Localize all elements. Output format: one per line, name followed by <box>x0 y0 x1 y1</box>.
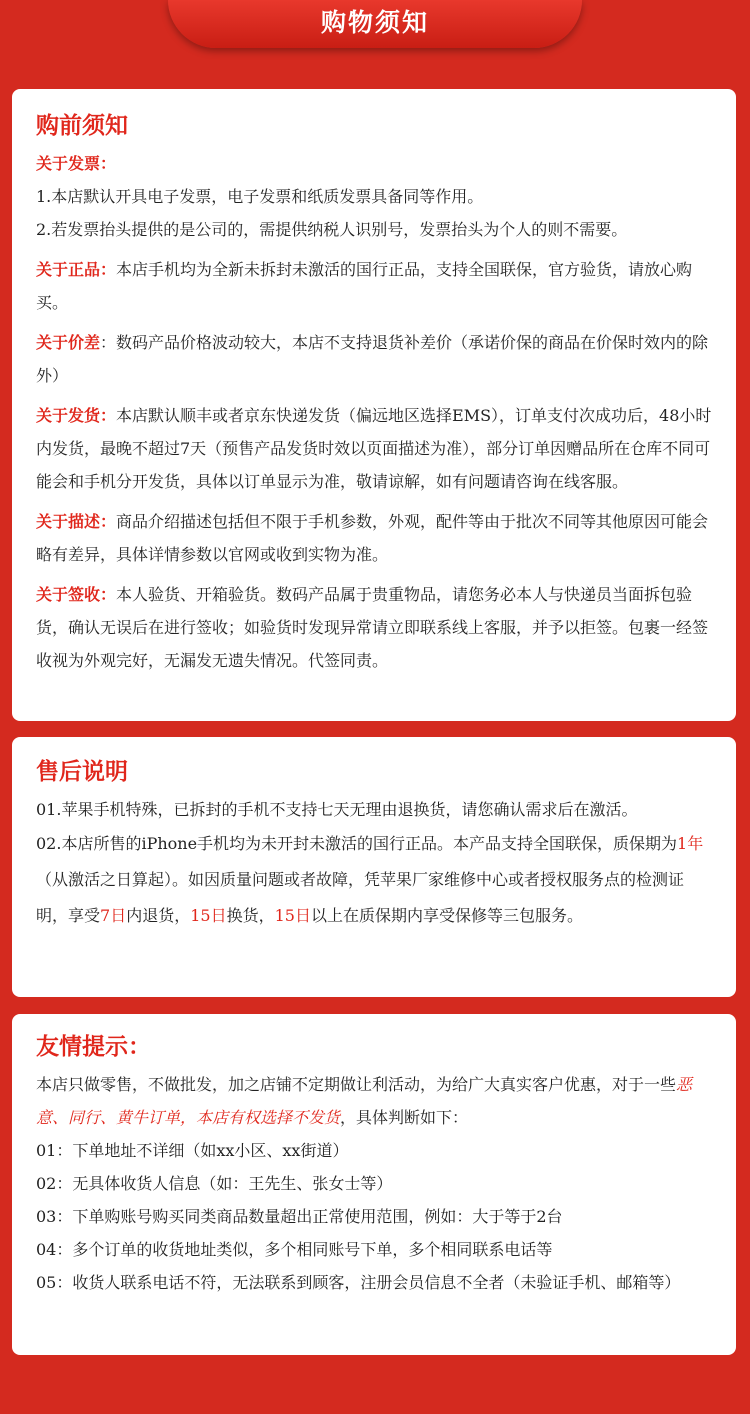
invoice-line-2: 2.若发票抬头提供的是公司的，需提供纳税人识别号，发票抬头为个人的则不需要。 <box>36 220 628 239</box>
invoice-label: 关于发票： <box>36 154 117 173</box>
section-title-after-sales: 售后说明 <box>36 759 128 785</box>
item2-text-g: 换货， <box>226 906 275 925</box>
signing-text: 本人验货、开箱验货。数码产品属于贵重物品，请您务必本人与快递员当面拆包验货，确认无误后在进行签收；如验货时发现异常请立即联系线上客服，并予以拒签。包裹一经签收视为外观完好，无漏发无遗失情况。代签同责。 <box>36 585 709 670</box>
after-sales-item-2 <box>36 826 714 934</box>
tip-item: 05：收货人联系电话不符，无法联系到顾客，注册会员信息不全者（未验证手机、邮箱等） <box>36 1273 681 1292</box>
shipping-label: 关于发货： <box>36 406 117 425</box>
shipping-text: 本店默认顺丰或者京东快递发货（偏远地区选择EMS），订单支付次成功后，48小时内发货，最晚不超过7天（预售产品发货时效以页面描述为准），部分订单因赠品所在仓库不同可能会和手机分开发货，具体以订单显示为准，敬请谅解，如有问题请咨询在线客服。 <box>36 406 712 491</box>
invoice-label-line <box>36 147 714 180</box>
shipping-paragraph <box>36 399 714 498</box>
item2-text-a: 02.本店所售的iPhone手机均为未开封未激活的国行正品。本产品支持全国联保，质保期为 <box>36 834 678 853</box>
genuine-paragraph <box>36 253 714 319</box>
section-title-friendly-tips: 友情提示： <box>36 1034 151 1060</box>
before-purchase-card <box>12 89 736 721</box>
tips-intro-warning: 恶意、同行、黄牛订单，本店有权选择不发货 <box>36 1075 693 1127</box>
item2-text-i: 以上在质保期内享受保修等三包服务。 <box>310 906 583 925</box>
after-sales-card <box>12 737 736 997</box>
exchange-days: 15日 <box>190 906 227 925</box>
tip-item: 03：下单购账号购买同类商品数量超出正常使用范围，例如：大于等于2台 <box>36 1207 563 1226</box>
section-title-before-purchase: 购前须知 <box>36 113 128 139</box>
signing-label: 关于签收： <box>36 585 117 604</box>
description-paragraph <box>36 505 714 571</box>
signing-paragraph <box>36 578 714 677</box>
description-label: 关于描述： <box>36 512 117 531</box>
description-text: 商品介绍描述包括但不限于手机参数，外观，配件等由于批次不同等其他原因可能会略有差异，具体详情参数以官网或收到实物为准。 <box>36 512 709 564</box>
genuine-label: 关于正品： <box>36 260 117 279</box>
price-label: 关于价差 <box>36 333 101 352</box>
item2-text-e: 内退货， <box>126 906 191 925</box>
tips-intro <box>36 1068 714 1134</box>
price-text: ：数码产品价格波动较大，本店不支持退货补差价（承诺价保的商品在价保时效内的除外） <box>36 333 709 385</box>
genuine-text: 本店手机均为全新未拆封未激活的国行正品，支持全国联保，官方验货，请放心购买。 <box>36 260 693 312</box>
after-sales-item-1: 01.苹果手机特殊，已拆封的手机不支持七天无理由退换货，请您确认需求后在激活。 <box>36 800 638 819</box>
tips-intro-c: ，具体判断如下： <box>340 1108 469 1127</box>
warranty-days: 15日 <box>274 906 311 925</box>
tip-item: 02：无具体收货人信息（如：王先生、张女士等） <box>36 1174 393 1193</box>
friendly-tips-card <box>12 1014 736 1355</box>
price-paragraph <box>36 326 714 392</box>
banner-title: 购物须知 <box>168 0 582 48</box>
warranty-period: 1年 <box>677 834 704 853</box>
item2-text-c: （从激活之日算起）。如因质量问题或者故障，凭苹果厂家维修中心或者授权服务点的检测证明，享受 <box>36 870 685 925</box>
tip-item: 01：下单地址不详细（如xx小区、xx街道） <box>36 1141 349 1160</box>
tips-intro-a: 本店只做零售，不做批发，加之店铺不定期做让利活动，为给广大真实客户优惠，对于一些 <box>36 1075 677 1094</box>
return-days: 7日 <box>100 906 127 925</box>
invoice-line-1: 1.本店默认开具电子发票，电子发票和纸质发票具备同等作用。 <box>36 187 484 206</box>
tip-item: 04：多个订单的收货地址类似，多个相同账号下单，多个相同联系电话等 <box>36 1240 553 1259</box>
